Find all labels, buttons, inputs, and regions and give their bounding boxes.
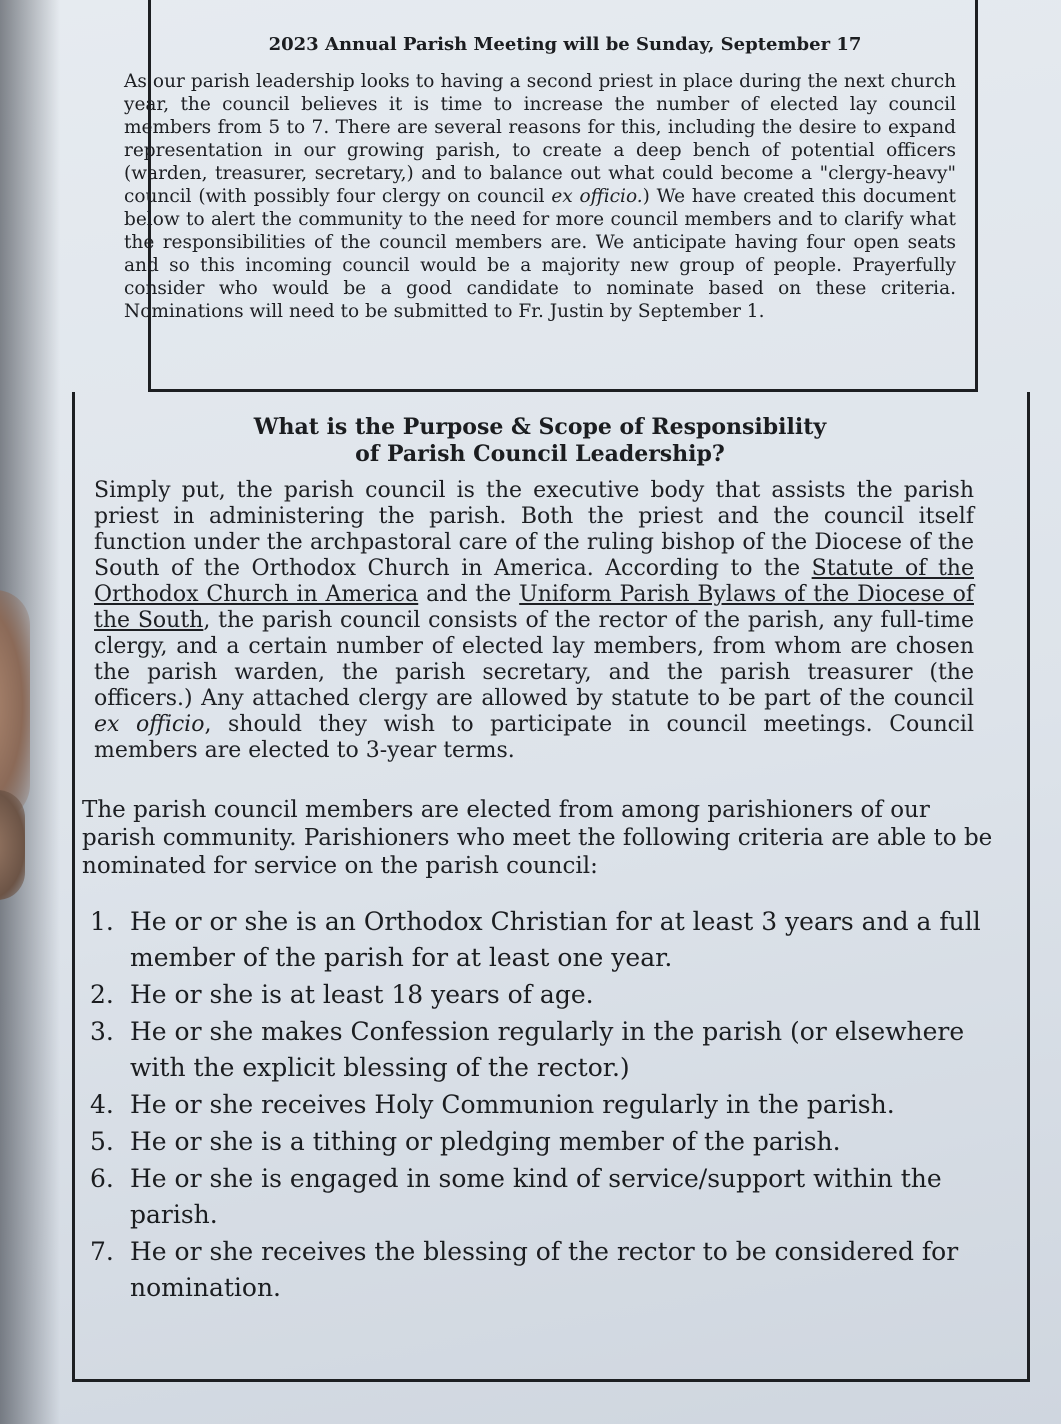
criteria-number: 3. [90, 1017, 114, 1046]
criteria-item [60, 1234, 1020, 1306]
criteria-number: 4. [90, 1090, 114, 1119]
criteria-number: 1. [90, 907, 114, 936]
purpose-title-line2: of Parish Council Leadership? [355, 441, 725, 467]
criteria-text: He or she is engaged in some kind of service/support within the parish. [130, 1164, 942, 1229]
criteria-text: He or she is a tithing or pledging member of the parish. [130, 1127, 841, 1156]
announcement-text-2: ) We have created this document below to alert the community to the need for more council members and to clarify what the responsibilities of the council members are. We anticipate having four open seats and so this incoming council would be a majority new group of people. Prayerfully consider who would be a good candidate to nominate based on these criteria. Nominations will need to be submitted to Fr. Justin by September 1. [124, 186, 956, 322]
thumb-shadow [0, 590, 30, 820]
purpose-text-1: Simply put, the parish council is the executive body that assists the parish priest in administering the parish. Both the priest and the council itself function under the archpastoral care of the ruling bishop of the Diocese of the South of the Orthodox Church in America. According to the [94, 478, 974, 581]
criteria-text: He or she receives the blessing of the rector to be considered for nomination. [130, 1237, 959, 1302]
thumb-shadow [0, 790, 25, 900]
criteria-item [60, 977, 1020, 1013]
statute-link[interactable]: Statute of the Orthodox Church in America [94, 556, 974, 607]
announcement-text-1: As our parish leadership looks to having a second priest in place during the next church year, the council believes it is time to increase the number of elected lay council members from 5 to 7. There are several reasons for this, including the desire to expand representation in our growing parish, to create a deep bench of potential officers (warden, treasurer, secretary,) and to balance out what could become a "clergy-heavy" council (with possibly four clergy on council [124, 71, 956, 207]
criteria-text: He or she makes Confession regularly in the parish (or elsewhere with the explicit blessing of the rector.) [130, 1017, 965, 1082]
announcement-italic: ex officio. [551, 186, 643, 207]
criteria-item [60, 1087, 1020, 1123]
criteria-text: He or she receives Holy Communion regularly in the parish. [130, 1090, 895, 1119]
criteria-number: 7. [90, 1237, 114, 1266]
purpose-title-line1: What is the Purpose & Scope of Responsibility [253, 414, 827, 440]
criteria-item [60, 1161, 1020, 1233]
purpose-text-4: , should they wish to participate in council meetings. Council members are elected to 3-year terms. [94, 712, 975, 763]
criteria-list [60, 904, 1020, 1307]
purpose-text-3: , the parish council consists of the rector of the parish, any full-time clergy, and a certain number of elected lay members, from whom are chosen the parish warden, the parish secretary, and the parish treasurer (the officers.) Any attached clergy are allowed by statute to be part of the council [94, 608, 975, 711]
purpose-italic: ex officio [94, 712, 205, 737]
criteria-item [60, 904, 1020, 976]
announcement-body [124, 70, 956, 323]
announcement-title: 2023 Annual Parish Meeting will be Sunday, September 17 [268, 34, 862, 55]
purpose-text-2: and the [418, 582, 520, 607]
criteria-number: 5. [90, 1127, 114, 1156]
criteria-text: He or or she is an Orthodox Christian for at least 3 years and a full member of the parish for at least one year. [130, 907, 981, 972]
criteria-item [60, 1014, 1020, 1086]
criteria-intro: The parish council members are elected from among parishioners of our parish community. Parishioners who meet the following criteria are able to be nominated for service on the parish council: [82, 797, 993, 879]
bylaws-link[interactable]: Uniform Parish Bylaws of the Diocese of the South [94, 582, 974, 633]
purpose-title [220, 414, 860, 468]
criteria-text: He or she is at least 18 years of age. [130, 980, 594, 1009]
criteria-item [60, 1124, 1020, 1160]
criteria-number: 6. [90, 1164, 114, 1193]
criteria-number: 2. [90, 980, 114, 1009]
purpose-body [94, 478, 974, 764]
